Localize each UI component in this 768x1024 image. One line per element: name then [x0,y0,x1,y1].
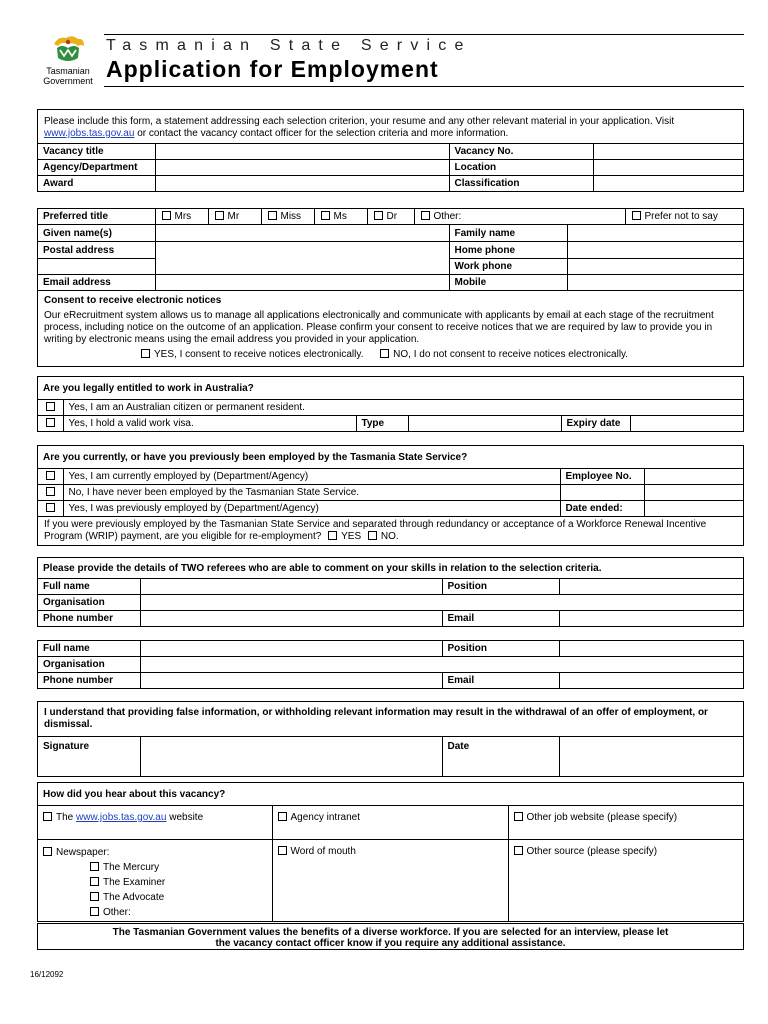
date-ended-label: Date ended: [560,501,644,517]
never-checkbox-cell[interactable] [38,485,63,501]
title-option-other[interactable] [415,209,626,224]
current-option-label: Yes, I am currently employed by (Department/Agency) [63,469,560,485]
checkbox-other[interactable] [421,211,430,220]
newspaper-mercury-label: The Mercury [103,862,160,873]
referee-1-full-name-label: Full name [38,579,140,595]
wrip-yes-checkbox[interactable] [328,531,337,540]
source-newspaper-checkbox[interactable] [43,847,52,856]
source-other-job-website-option[interactable] [508,806,743,840]
mobile-field[interactable] [567,275,743,291]
referee-2-email-field[interactable] [559,673,743,689]
vacancy-no-field[interactable] [593,144,743,160]
header-bottom-rule [104,86,744,87]
referee-2-position-field[interactable] [559,641,743,657]
referee-2-organisation-field[interactable] [140,657,743,673]
logo-text-government: Government [43,76,93,86]
intro-vacancy-section [37,109,744,192]
consent-no-checkbox[interactable] [380,349,389,358]
page-subtitle: Tasmanian State Service [106,37,472,54]
declaration-text: I understand that providing false information, or withholding relevant information may result in the withdrawal of an offer of employment, or dismissal. [38,702,743,737]
title-mrs-label: Mrs [174,211,192,222]
checkbox-mr[interactable] [215,211,224,220]
wrip-yes-option[interactable] [328,531,361,543]
classification-label: Classification [449,176,593,192]
source-newspaper-label: Newspaper: [56,847,110,858]
expiry-date-label: Expiry date [561,416,630,432]
checkbox-ms[interactable] [321,211,330,220]
newspaper-examiner-label: The Examiner [103,877,166,888]
source-agency-intranet-label: Agency intranet [290,812,360,823]
jobs-website-link[interactable]: www.jobs.tas.gov.au [44,128,135,139]
declaration-date-label: Date [442,737,559,777]
home-phone-label: Home phone [449,242,567,259]
email-address-field[interactable] [155,275,449,291]
source-website-label: website [169,812,204,823]
referee-1-email-field[interactable] [559,611,743,627]
consent-text: Our eRecruitment system allows us to manage all applications electronically and communicate with applicants by email at each stage of the recruitment process, including notice on the outcome of an application. Please confirm your consent to receive notices that we are required by law to provide you in writing by electronic means using the email address you provided in your application. [44,310,714,345]
employee-no-label: Employee No. [560,469,644,485]
title-dr-label: Dr [386,211,398,222]
visa-checkbox[interactable] [46,418,55,427]
wrip-no-label: NO. [380,531,399,542]
current-checkbox-cell[interactable] [38,469,63,485]
family-name-field[interactable] [567,225,743,242]
source-word-of-mouth-label: Word of mouth [290,846,356,857]
postal-address-label-extra [38,259,155,275]
title-option-mr[interactable] [209,209,262,224]
title-ms-label: Ms [333,211,347,222]
source-word-of-mouth-option[interactable] [272,840,508,922]
employee-no-field[interactable] [644,469,743,485]
home-phone-field[interactable] [567,242,743,259]
referee-2-section [37,640,744,689]
wrip-no-option[interactable] [368,531,399,543]
diversity-line-1: The Tasmanian Government values the benefits of a diverse workforce. If you are selected for an interview, please let [112,927,669,938]
award-field[interactable] [155,176,449,192]
source-other-job-website-label: Other job website (please specify) [526,812,678,823]
work-phone-field[interactable] [567,259,743,275]
given-names-field[interactable] [155,225,449,242]
source-jobs-website-checkbox[interactable] [43,812,52,821]
wrip-no-checkbox[interactable] [368,531,377,540]
declaration-date-field[interactable] [559,737,743,777]
vacancy-source-section [37,782,744,922]
referee-1-organisation-label: Organisation [38,595,140,611]
signature-label: Signature [38,737,140,777]
previous-checkbox-cell[interactable] [38,501,63,517]
vacancy-title-field[interactable] [155,144,449,160]
date-ended-field[interactable] [644,501,743,517]
checkbox-mrs[interactable] [162,211,171,220]
never-spacer-cell [560,485,644,501]
referee-2-phone-label: Phone number [38,673,140,689]
visa-checkbox-cell[interactable] [38,416,63,432]
tasmanian-government-logo [37,34,99,88]
intro-text-start: Please include this form, a statement addressing each selection criterion, your resume and any other relevant material in your application. Visit [44,116,675,127]
never-option-label: No, I have never been employed by the Tasmanian State Service. [63,485,560,501]
citizen-option-label: Yes, I am an Australian citizen or permanent resident. [63,400,743,416]
page-title: Application for Employment [106,56,439,82]
source-other-job-website-checkbox[interactable] [514,812,523,821]
referee-1-email-label: Email [442,611,559,627]
title-option-dr[interactable] [368,209,415,224]
newspaper-advocate-checkbox[interactable] [90,892,99,901]
never-spacer-cell-2 [644,485,743,501]
email-address-label: Email address [38,275,155,291]
citizen-checkbox[interactable] [46,402,55,411]
award-label: Award [38,176,155,192]
family-name-label: Family name [449,225,567,242]
postal-address-field[interactable] [155,242,449,275]
consent-block [38,291,743,367]
current-checkbox[interactable] [46,471,55,480]
newspaper-advocate-label: The Advocate [103,892,165,903]
source-question: How did you hear about this vacancy? [38,783,743,806]
source-newspaper-block [38,840,272,922]
diversity-statement [37,923,744,950]
newspaper-advocate-option[interactable] [43,890,267,905]
newspaper-mercury-checkbox[interactable] [90,862,99,871]
consent-heading: Consent to receive electronic notices [44,295,222,306]
source-other-option[interactable] [508,840,743,922]
referee-2-phone-field[interactable] [140,673,442,689]
source-newspaper-option[interactable] [43,845,267,860]
signature-field[interactable] [140,737,442,777]
title-option-miss[interactable] [262,209,315,224]
referee-1-position-label: Position [442,579,559,595]
consent-yes-checkbox[interactable] [141,349,150,358]
previous-option-label: Yes, I was previously employed by (Department/Agency) [63,501,560,517]
source-word-of-mouth-checkbox[interactable] [278,846,287,855]
vacancy-title-label: Vacancy title [38,144,155,160]
title-option-ms[interactable] [315,209,368,224]
work-entitlement-section [37,376,744,432]
referee-1-phone-field[interactable] [140,611,442,627]
consent-no-option[interactable] [380,349,628,361]
referee-1-phone-label: Phone number [38,611,140,627]
source-the-label: The [56,812,74,823]
tss-employment-section [37,445,744,546]
consent-no-label: NO, I do not consent to receive notices electronically. [393,349,629,360]
consent-yes-option[interactable] [141,349,363,361]
preferred-title-label: Preferred title [38,209,155,225]
referee-1-organisation-field[interactable] [140,595,743,611]
title-miss-label: Miss [280,211,302,222]
title-other-label: Other: [433,211,462,222]
newspaper-other-checkbox[interactable] [90,907,99,916]
referee-2-full-name-field[interactable] [140,641,442,657]
agency-field[interactable] [155,160,449,176]
checkbox-dr[interactable] [374,211,383,220]
checkbox-miss[interactable] [268,211,277,220]
checkbox-prefer-not[interactable] [632,211,641,220]
agency-label: Agency/Department [38,160,155,176]
visa-option-label: Yes, I hold a valid work visa. [63,416,356,432]
referee-2-organisation-label: Organisation [38,657,140,673]
referee-2-email-label: Email [442,673,559,689]
referee-2-position-label: Position [442,641,559,657]
entitlement-question: Are you legally entitled to work in Australia? [38,377,743,400]
intro-text-end: or contact the vacancy contact officer for the selection criteria and more information. [134,128,509,139]
wrip-block [38,517,743,546]
newspaper-examiner-option[interactable] [43,875,267,890]
location-field[interactable] [593,160,743,176]
referees-heading: Please provide the details of TWO referees who are able to comment on your skills in relation to the selection criteria. [38,558,743,579]
document-code: 16/12092 [30,970,64,979]
source-jobs-website-link[interactable]: www.jobs.tas.gov.au [76,812,167,823]
vacancy-no-label: Vacancy No. [449,144,593,160]
source-other-checkbox[interactable] [514,846,523,855]
newspaper-other-label: Other: [103,907,131,918]
diversity-line-2: the vacancy contact officer know if you require any additional assistance. [215,938,566,949]
title-mr-label: Mr [227,211,240,222]
prefer-not-label: Prefer not to say [644,211,718,222]
source-jobs-website-option[interactable] [38,806,272,840]
newspaper-other-option[interactable] [43,905,267,920]
source-agency-intranet-option[interactable] [272,806,508,840]
visa-type-label: Type [356,416,408,432]
personal-details-section [37,208,744,367]
source-other-label: Other source (please specify) [526,846,658,857]
work-phone-label: Work phone [449,259,567,275]
title-option-prefer-not[interactable] [626,209,744,224]
expiry-date-field[interactable] [630,416,743,432]
mobile-label: Mobile [449,275,567,291]
referee-1-position-field[interactable] [559,579,743,595]
citizen-checkbox-cell[interactable] [38,400,63,416]
referee-1-full-name-field[interactable] [140,579,442,595]
classification-field[interactable] [593,176,743,192]
visa-type-field[interactable] [408,416,561,432]
never-checkbox[interactable] [46,487,55,496]
header-top-rule [104,34,744,35]
logo-text-tasmanian: Tasmanian [46,66,90,76]
wrip-yes-label: YES [341,531,362,542]
source-agency-intranet-checkbox[interactable] [278,812,287,821]
tss-question: Are you currently, or have you previously been employed by the Tasmania State Service? [38,446,743,469]
newspaper-examiner-checkbox[interactable] [90,877,99,886]
tasmanian-tiger-emblem-icon [48,34,88,66]
location-label: Location [449,160,593,176]
preferred-title-options [155,209,743,225]
declaration-section [37,701,744,777]
referee-1-section [37,557,744,627]
referee-2-full-name-label: Full name [38,641,140,657]
postal-address-label: Postal address [38,242,155,259]
wrip-text: If you were previously employed by the Tasmanian State Service and separated through redundancy or acceptance of a Workforce Renewal Incentive Program (WRIP) payment, are you eligible for re-employment? [44,519,707,542]
given-names-label: Given name(s) [38,225,155,242]
previous-checkbox[interactable] [46,503,55,512]
title-option-mrs[interactable] [156,209,209,224]
newspaper-mercury-option[interactable] [43,860,267,875]
consent-options [44,349,737,361]
intro-text [38,110,743,143]
consent-yes-label: YES, I consent to receive notices electronically. [154,349,364,360]
